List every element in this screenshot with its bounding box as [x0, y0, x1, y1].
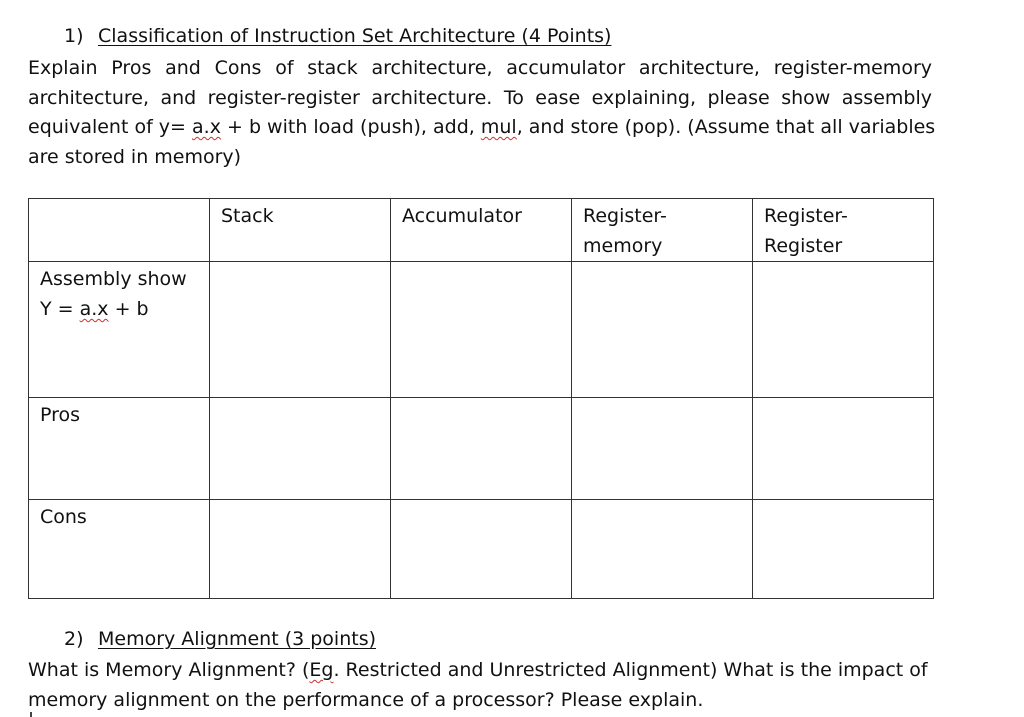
cell-cons-register-memory[interactable] [572, 500, 753, 599]
header-register-register [753, 199, 934, 262]
question-1-number: 1) [64, 25, 84, 47]
cell-cons-register-register[interactable] [753, 500, 934, 599]
cell-cons-accumulator[interactable] [391, 500, 572, 599]
header-register-memory [572, 199, 753, 262]
spellcheck-word-ax-table: a.x [79, 298, 109, 320]
assembly-label-line-2 [40, 294, 199, 324]
isa-comparison-table [28, 198, 934, 599]
spellcheck-word-mul: mul [480, 116, 517, 138]
question-1-line-1: Explain Pros and Cons of stack architecture, accumulator architecture, register-memory [28, 57, 932, 79]
question-1-heading: Classification of Instruction Set Architecture (4 Points) [98, 25, 612, 47]
assembly-eq-suffix: + b [108, 298, 149, 320]
question-2-part-a: What is Memory Alignment? ( [28, 659, 310, 681]
text-cursor-mark [30, 712, 32, 717]
question-2-title [64, 627, 376, 651]
question-1-line-4: are stored in memory) [28, 145, 242, 168]
cell-assembly-accumulator[interactable] [391, 262, 572, 398]
question-1-line-2: architecture, and register-register architecture. To ease explaining, please show assembly [28, 86, 932, 109]
table-row-pros [29, 398, 934, 500]
cell-pros-stack[interactable] [210, 398, 391, 500]
question-1-line-3 [28, 113, 936, 143]
question-2-number: 2) [64, 628, 84, 650]
cell-assembly-register-memory[interactable] [572, 262, 753, 398]
header-stack: Stack [210, 199, 391, 262]
question-1-title [64, 24, 611, 48]
cell-pros-accumulator[interactable] [391, 398, 572, 500]
assembly-label-line-1: Assembly show [40, 268, 187, 290]
row-label-cons: Cons [29, 500, 210, 599]
table-row-assembly [29, 262, 934, 398]
assembly-eq-prefix: Y = [40, 298, 80, 320]
line-3-part-c: + b with load (push), add, [220, 116, 481, 138]
table-row-cons [29, 500, 934, 599]
cell-cons-stack[interactable] [210, 500, 391, 599]
row-label-assembly [29, 262, 210, 398]
cell-pros-register-memory[interactable] [572, 398, 753, 500]
line-3-part-a: equivalent of y= [28, 116, 193, 138]
header-register-register-line-2: Register [764, 235, 843, 257]
cell-pros-register-register[interactable] [753, 398, 934, 500]
table-header-row [29, 199, 934, 262]
header-register-memory-line-1: Register- [583, 205, 667, 227]
header-corner-cell [29, 199, 210, 262]
spellcheck-word-ax: a.x [192, 116, 221, 138]
line-3-part-e: , and store (pop). (Assume that all variables [516, 116, 936, 138]
header-accumulator: Accumulator [391, 199, 572, 262]
row-label-pros: Pros [29, 398, 210, 500]
question-2-heading: Memory Alignment (3 points) [98, 628, 377, 650]
question-2-body [28, 656, 948, 715]
header-register-memory-line-2: memory [583, 235, 663, 257]
cell-assembly-register-register[interactable] [753, 262, 934, 398]
question-2-part-c: . Restricted and Unrestricted Alignment) What is the impact of memory alignment on the performance of a processor? Please explain. [28, 659, 928, 711]
spellcheck-word-eg: Eg [309, 659, 334, 681]
cell-assembly-stack[interactable] [210, 262, 391, 398]
header-register-register-line-1: Register- [764, 205, 848, 227]
question-1-body [28, 54, 936, 172]
